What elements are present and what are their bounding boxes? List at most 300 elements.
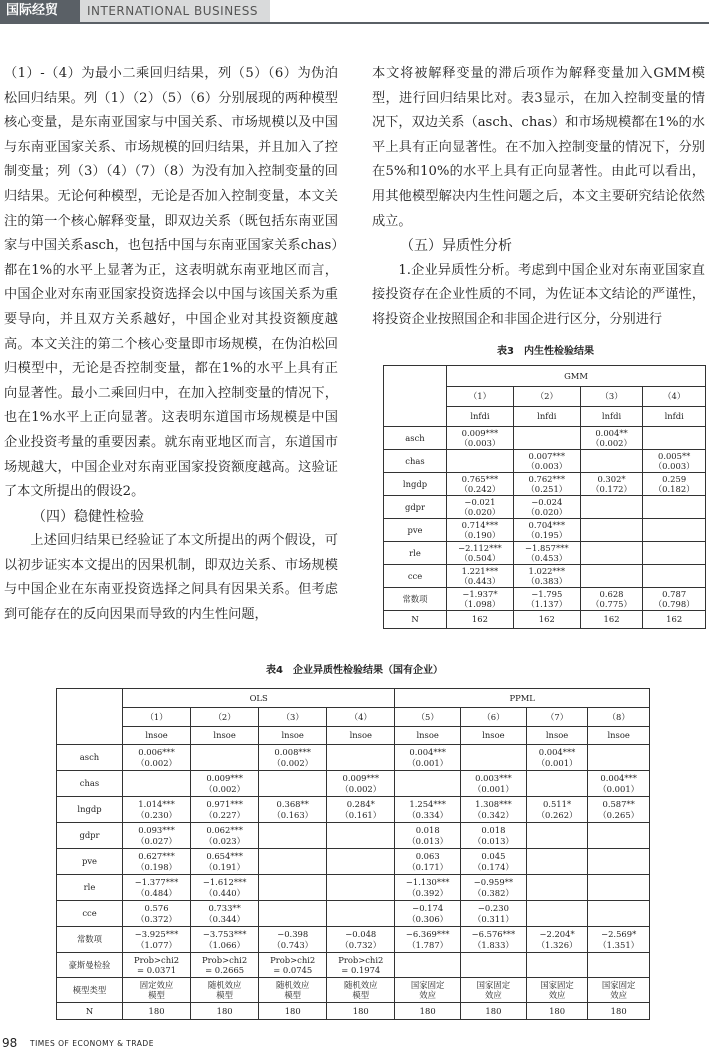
row-label: 豪斯曼检验 [57,953,123,978]
coef-cell-line1: 0.511* [542,799,572,809]
model-cell-line1: 固定效应 [139,979,174,990]
coef-cell [191,797,259,823]
row-label: 常数项 [384,588,447,611]
table3-data-row [384,519,706,542]
paragraph: 上述回归结果已经验证了本文所提出的两个假设，可以初步证实本文提出的因果机制，即双边关系、市场规模与中国企业在东南亚投资选择之间具有因果关系。但考虑到可能存在的反向因果而导致的内生性问题， [4,533,338,623]
coef-cell [327,875,395,901]
table3-data-row [384,450,706,473]
coef-cell [191,927,259,953]
coef-cell-line2: （0.163） [272,809,314,820]
coef-cell [327,797,395,823]
coef-cell-line2: （0.453） [526,553,568,563]
table4-model-row [57,978,650,1003]
n-cell: 180 [191,1003,259,1020]
coef-cell [327,771,395,797]
coef-cell-line2: （0.306） [407,913,449,924]
dependent-var: lnfdi [513,407,580,427]
table4-data-row [57,927,650,953]
coef-cell [513,473,580,496]
model-cell-line2: 效应 [610,990,628,1000]
coef-cell-line1: 0.714*** [461,519,499,530]
coef-cell-line2: （0.443） [459,576,501,586]
hausman-cell [259,953,327,978]
coef-cell [580,473,643,496]
model-cell-line1: 随机效应 [207,979,242,990]
row-label: asch [57,745,123,771]
coef-cell-line1: 0.587** [602,799,635,809]
coef-cell-line2: （0.334） [407,809,449,820]
coef-cell-line1: 1.254*** [409,799,446,809]
table4-caption: 表4 企业异质性检验结果（国有企业） [266,665,443,676]
dependent-var: lnsoe [327,727,395,745]
coef-cell-line1: −1.612*** [202,877,247,887]
coef-cell [447,496,514,519]
coef-cell [513,427,580,450]
table4-n-row [57,1003,650,1020]
coef-cell [461,797,527,823]
coef-cell-line1: 0.045 [481,851,506,861]
coef-cell-line1: 0.628 [599,588,624,599]
coef-cell-line1: 0.008*** [274,747,311,757]
coef-cell [447,473,514,496]
n-cell: 162 [513,611,580,629]
coef-cell-line1: 0.093*** [138,825,175,835]
coef-cell [259,771,327,797]
dependent-var: lnsoe [526,727,588,745]
coef-cell-line2: （0.002） [340,783,382,794]
model-cell [526,978,588,1003]
coef-cell-line2: （0.002） [591,438,632,448]
coef-cell-line2: （0.798） [653,599,695,609]
coef-cell [461,823,527,849]
coef-cell-line2: （0.484） [136,887,177,898]
journal-name-en: INTERNATIONAL BUSINESS [80,0,270,22]
coef-cell [580,427,643,450]
coef-cell-line1: −0.024 [531,496,563,507]
coef-cell [327,901,395,927]
coef-cell [461,901,527,927]
table3-data-row [384,565,706,588]
coef-cell [513,450,580,473]
coef-cell [580,588,643,611]
coef-cell [588,901,650,927]
coef-cell-line1: −1.130*** [405,877,450,887]
coef-cell-line2: （0.161） [340,809,382,820]
coef-cell-line2: （1.833） [473,939,514,950]
coef-cell [588,797,650,823]
column-header: （3） [259,708,327,727]
coef-cell-line1: −0.398 [277,929,309,939]
coef-cell-line2: （0.743） [272,939,314,950]
left-column [4,62,338,628]
paragraph: 1.企业异质性分析。考虑到中国企业对东南亚国家直接投资存在企业性质的不同，为佐证本文结论的严谨性，将投资企业按照国企和非国企进行区分，分别进行 [372,262,705,327]
coef-cell [191,745,259,771]
coef-cell-line1: 0.302* [597,473,626,484]
hausman-cell [395,953,461,978]
coef-cell-line1: 0.004** [595,427,628,438]
coef-cell [526,849,588,875]
row-label: 模型类型 [57,978,123,1003]
coef-cell-line2: （0.342） [473,809,514,820]
coef-cell [588,927,650,953]
table3-caption: 表3 内生性检验结果 [497,346,594,357]
column-header: （6） [461,708,527,727]
coef-cell-line2: （0.020） [526,507,568,517]
table4-data-row [57,901,650,927]
coef-cell [395,797,461,823]
coef-cell [526,771,588,797]
coef-cell [513,519,580,542]
coef-cell-line2: （0.001） [536,757,578,768]
model-cell-line2: 模型 [148,990,165,1000]
coef-cell-line1: 0.765*** [461,473,499,484]
coef-cell-line1: 0.004*** [538,747,576,757]
coef-cell-line1: 0.368** [276,799,309,809]
coef-cell-line1: 0.062*** [206,825,243,835]
coef-cell-line1: 0.627*** [138,851,175,861]
coef-cell [191,849,259,875]
hausman-cell [461,953,527,978]
coef-cell [123,849,191,875]
coef-cell-line1: −1.857*** [525,542,569,553]
coef-cell-line2: （0.227） [204,809,245,820]
coef-cell-line2: （0.392） [407,887,449,898]
table4-data-row [57,745,650,771]
coef-cell [447,542,514,565]
dependent-var: lnsoe [191,727,259,745]
group-header: GMM [447,366,706,387]
model-cell-line2: 模型 [284,990,302,1000]
coef-cell-line1: −1.377*** [134,877,179,887]
coef-cell-line1: 0.018 [481,825,506,835]
n-cell: 180 [395,1003,461,1020]
paragraph: 本文将被解释变量的滞后项作为解释变量加入GMM模型，进行回归结果比对。表3显示，在加入控制变量的情况下，双边关系（asch、chas）和市场规模都在1%的水平上具有正向显著性。在不加入控制变量的情况下，分别在5%和10%的水平上具有正向显著性。由此可以看出，用其他模型解决内生性问题之后，本文主要研究结论依然成立。 [372,66,705,229]
coef-cell-line2: （0.732） [340,939,382,950]
coef-cell [588,771,650,797]
coef-cell-line1: −2.112*** [458,542,502,553]
coef-cell [259,745,327,771]
n-cell: 180 [588,1003,650,1020]
coef-cell [461,927,527,953]
coef-cell-line1: 0.787 [662,588,687,599]
coef-cell-line1: 0.733** [208,903,241,913]
coef-cell-line1: −0.230 [477,903,509,913]
hausman-cell-line2: = 0.0371 [137,965,177,975]
coef-cell-line1: 0.009*** [342,773,380,783]
coef-cell [123,927,191,953]
coef-cell [643,427,706,450]
coef-cell [327,823,395,849]
n-cell: 180 [461,1003,527,1020]
coef-cell-line1: 0.009*** [461,427,499,438]
dependent-var: lnsoe [588,727,650,745]
coef-cell [580,450,643,473]
header-rule [0,22,709,24]
coef-cell [327,927,395,953]
coef-cell [513,496,580,519]
coef-cell [580,542,643,565]
dependent-var: lnfdi [643,407,706,427]
column-header: （4） [643,387,706,407]
coef-cell-line1: −3.925*** [134,929,179,939]
hausman-cell-line2: = 0.0745 [273,965,313,975]
coef-cell [643,565,706,588]
coef-cell-line2: （0.002） [204,783,245,794]
coef-cell-line1: 1.022*** [528,565,566,576]
dependent-var: lnsoe [123,727,191,745]
coef-cell [643,519,706,542]
table3-n-row [384,611,706,629]
row-label: pve [384,519,447,542]
coef-cell-line2: （1.077） [136,939,177,950]
table3-data-row [384,427,706,450]
page-header [0,0,709,24]
row-label: pve [57,849,123,875]
coef-cell [588,823,650,849]
group-header: OLS [123,689,395,708]
coef-cell-line1: −1.937* [462,588,498,599]
coef-cell [526,927,588,953]
coef-cell-line2: （0.265） [598,809,640,820]
coef-cell [395,849,461,875]
coef-cell-line1: −3.753*** [202,929,247,939]
n-cell: 162 [447,611,514,629]
model-cell-line1: 国家固定 [540,979,574,990]
coef-cell [588,745,650,771]
table4-hausman-row [57,953,650,978]
coef-cell [123,771,191,797]
section-heading: （五）异质性分析 [400,238,512,255]
coef-cell-line1: 0.018 [415,825,440,835]
model-cell-line1: 国家固定 [410,979,445,990]
table4-dep-row [57,727,650,745]
model-cell [327,978,395,1003]
model-cell [123,978,191,1003]
coef-cell-line2: （0.002） [136,757,177,768]
coef-cell [123,797,191,823]
row-label: chas [57,771,123,797]
coef-cell [191,875,259,901]
coef-cell-line1: −0.959** [473,877,514,887]
coef-cell [526,745,588,771]
table4-data-row [57,797,650,823]
coef-cell [395,901,461,927]
coef-cell-line1: 0.005** [657,450,691,461]
dependent-var: lnfdi [447,407,514,427]
n-cell: 180 [259,1003,327,1020]
coef-cell-line1: −0.021 [464,496,496,507]
coef-cell [327,745,395,771]
paragraph: （1）-（4）为最小二乘回归结果，列（5）（6）为伪泊松回归结果。列（1）（2）（5）（6）分别展现的两种模型核心变量，是东南亚国家与中国关系、市场规模以及中国与东南亚国家关系、市场规模的回归结果，并且加入了控制变量；列（3）（4）（7）（8）为没有加入控制变量的回归结果。无论何种模型，无论是否加入控制变量，本文关注的第一个核心解释变量，即双边关系（既包括东南亚国家与中国关系asch，也包括中国与东南亚国家关系chas）都在1%的水平上显著为正，这表明就东南亚地区而言，中国企业对东南亚国家投资选择会以中国与该国关系为重要导向，并且双方关系越好，中国企业对其投资额度越高。本文关注的第二个核心变量即市场规模，在伪泊松回归模型中，无论是否控制变量，都在1%的水平上具有正向显著性。最小二乘回归中，在加入控制变量的情况下，也在1%水平上正向显著。这表明东道国市场规模是中国企业投资考量的重要因素。就东南亚地区而言，东道国市场规越大，中国企业对东南亚国家投资额度越高。这验证了本文所提出的假设2。 [4,66,338,500]
coef-cell [461,771,527,797]
model-cell [259,978,327,1003]
n-cell: 180 [526,1003,588,1020]
coef-cell [526,823,588,849]
coef-cell-line1: 0.762*** [528,473,566,484]
row-label: rle [57,875,123,901]
coef-cell-line1: −0.174 [412,903,444,913]
coef-cell-line2: （0.372） [136,913,177,924]
coef-cell-line2: （1.066） [204,939,245,950]
coef-cell [526,875,588,901]
coef-cell-line2: （1.787） [407,939,449,950]
column-header: （1） [123,708,191,727]
model-cell-line2: 效应 [548,990,566,1000]
coef-cell-line1: 1.014*** [138,799,175,809]
n-cell: 180 [327,1003,395,1020]
coef-cell-line2: （0.242） [459,484,501,494]
coef-cell [643,588,706,611]
magazine-name: TIMES OF ECONOMY & TRADE [30,1039,154,1048]
table4-col-row [57,708,650,727]
coef-cell-line1: 0.704*** [528,519,566,530]
coef-cell [259,823,327,849]
coef-cell-line1: −0.048 [345,929,377,939]
coef-cell-line1: 0.284* [346,799,375,809]
hausman-cell-line1: Prob>chi2 [338,954,384,965]
row-label: gdpr [384,496,447,519]
coef-cell-line1: 0.003*** [475,773,512,783]
coef-cell [461,745,527,771]
row-label: asch [384,427,447,450]
coef-cell-line2: （0.311） [473,913,514,924]
dependent-var: lnsoe [395,727,461,745]
coef-cell [395,745,461,771]
coef-cell-line1: −6.576*** [471,929,516,939]
coef-cell [643,496,706,519]
row-label: lngdp [57,797,123,823]
coef-cell-line2: （0.020） [459,507,501,517]
coef-cell-line2: （0.013） [407,835,449,846]
coef-cell [588,849,650,875]
coef-cell-line2: （0.230） [136,809,177,820]
coef-cell [395,927,461,953]
coef-cell-line2: （0.195） [526,530,568,540]
journal-name-cn: 国际经贸 [0,0,80,22]
table4 [56,688,650,1020]
coef-cell [395,771,461,797]
stub-header [384,366,447,427]
model-cell [191,978,259,1003]
coef-cell-line1: −1.795 [531,588,563,599]
coef-cell-line2: （0.344） [204,913,245,924]
model-cell-line1: 随机效应 [344,979,378,990]
coef-cell [588,875,650,901]
model-cell-line2: 模型 [216,990,233,1000]
coef-cell [643,450,706,473]
table3-group-row [384,366,706,387]
table3-data-row [384,588,706,611]
coef-cell [513,565,580,588]
hausman-cell [526,953,588,978]
coef-cell-line1: −2.204* [539,929,575,939]
dependent-var: lnfdi [580,407,643,427]
table4-group-row [57,689,650,708]
coef-cell-line1: 0.004*** [409,747,446,757]
table4-data-row [57,771,650,797]
row-label: rle [384,542,447,565]
coef-cell-line2: （0.027） [136,835,177,846]
coef-cell-line2: （0.190） [459,530,501,540]
right-column [372,62,705,333]
coef-cell-line1: 0.259 [662,473,687,484]
coef-cell-line2: （0.003） [459,438,501,448]
coef-cell [447,588,514,611]
hausman-cell-line1: Prob>chi2 [202,954,248,965]
coef-cell [327,849,395,875]
hausman-cell-line1: Prob>chi2 [133,954,180,965]
coef-cell-line2: （0.171） [407,861,449,872]
coef-cell-line1: −2.569* [601,929,637,939]
coef-cell-line1: 0.004*** [600,773,637,783]
row-label: cce [57,901,123,927]
coef-cell-line1: 0.654*** [206,851,243,861]
column-header: （2） [513,387,580,407]
coef-cell [123,745,191,771]
coef-cell [123,823,191,849]
coef-cell-line2: （0.383） [526,576,568,586]
table3-data-row [384,473,706,496]
coef-cell [447,450,514,473]
coef-cell-line1: 0.576 [144,903,169,913]
coef-cell [259,875,327,901]
row-label: 常数项 [57,927,123,953]
row-label: lngdp [384,473,447,496]
hausman-cell-line1: Prob>chi2 [270,954,316,965]
row-label: cce [384,565,447,588]
column-header: （1） [447,387,514,407]
row-label: N [57,1003,123,1020]
model-cell-line1: 国家固定 [476,979,511,990]
coef-cell [259,849,327,875]
model-cell-line1: 国家固定 [601,979,636,990]
column-header: （2） [191,708,259,727]
coef-cell-line2: （0.382） [473,887,514,898]
coef-cell-line2: （0.198） [136,861,177,872]
n-cell: 162 [580,611,643,629]
hausman-cell-line2: = 0.1974 [341,965,381,975]
model-cell-line1: 随机效应 [275,979,310,990]
coef-cell-line2: （0.172） [591,484,632,494]
coef-cell-line2: （0.001） [598,783,640,794]
coef-cell-line2: （0.174） [473,861,514,872]
coef-cell [447,519,514,542]
table3 [383,365,706,629]
model-cell-line2: 效应 [485,990,502,1000]
coef-cell-line2: （1.137） [526,599,568,609]
dependent-var: lnsoe [259,727,327,745]
coef-cell-line2: （0.251） [526,484,568,494]
coef-cell-line1: 0.007*** [528,450,566,461]
coef-cell-line1: 1.308*** [475,799,512,809]
coef-cell [643,542,706,565]
coef-cell-line2: （0.023） [204,835,245,846]
coef-cell [526,797,588,823]
model-cell [461,978,527,1003]
coef-cell [643,473,706,496]
coef-cell [123,901,191,927]
stub-header [57,689,123,745]
coef-cell-line2: （0.191） [204,861,245,872]
column-header: （8） [588,708,650,727]
coef-cell [191,771,259,797]
table4-data-row [57,823,650,849]
column-header: （3） [580,387,643,407]
coef-cell-line2: （0.001） [473,783,514,794]
coef-cell [461,849,527,875]
model-cell [588,978,650,1003]
coef-cell-line2: （0.440） [204,887,245,898]
